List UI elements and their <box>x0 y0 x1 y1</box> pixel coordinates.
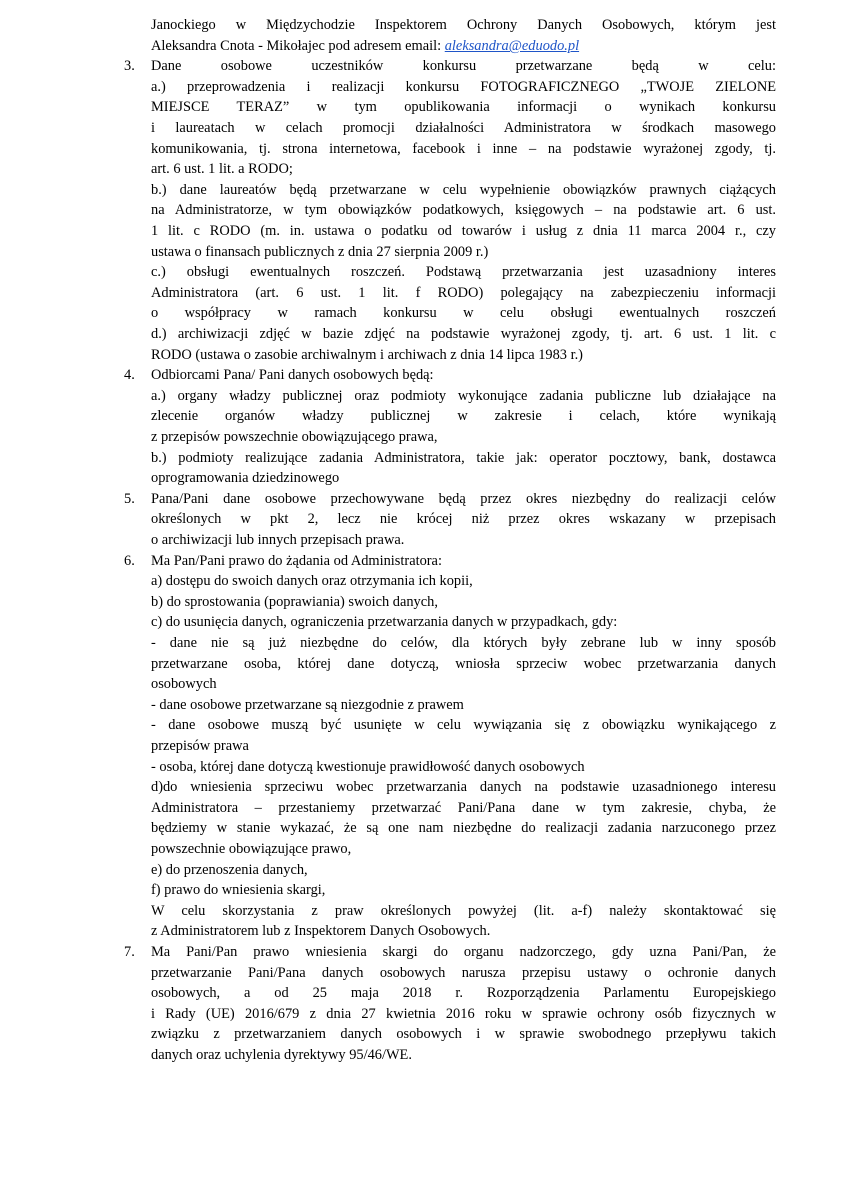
paragraph-line: powszechnie obowiązujące prawo, <box>151 841 352 857</box>
paragraph-line: f) prawo do wniesienia skargi, <box>151 882 326 899</box>
list-item-number: 4. <box>124 367 135 384</box>
list-item-number: 7. <box>124 944 135 960</box>
paragraph-line: oprogramowania dziedzinowego <box>151 470 340 487</box>
paragraph-line: 1 lit. c RODO (m. in. ustawa o podatku od towarów i usług z dnia 11 marca 2004 r., czy <box>151 223 776 239</box>
paragraph-line: - dane osobowe muszą być usunięte w celu wywiązania się z obowiązku wynikającego z <box>151 717 776 734</box>
paragraph-line: związku z przetwarzaniem danych osobowych i w sprawie swobodnego przepływu takich <box>151 1026 776 1043</box>
paragraph-line: a) dostępu do swoich danych oraz otrzymania ich kopii, <box>151 573 473 590</box>
paragraph-line: - dane osobowe przetwarzane są niezgodnie z prawem <box>151 696 464 713</box>
paragraph-line: komunikowania, tj. strona internetowa, facebook i inne – na podstawie wyrażonej zgody, tj. <box>151 140 776 157</box>
paragraph-line: o archiwizacji lub innych przepisach prawa. <box>151 532 405 548</box>
intro-line-1: Janockiego w Międzychodzie Inspektorem Ochrony Danych Osobowych, którym jest <box>151 17 776 33</box>
email-link[interactable]: aleksandra@eduodo.pl <box>444 38 580 54</box>
paragraph-line: Ma Pan/Pani prawo do żądania od Administratora: <box>151 552 442 569</box>
paragraph-line: d.) archiwizacji zdjęć w bazie zdjęć na podstawie wyrażonej zgody, tj. art. 6 ust. 1 lit. c <box>151 326 776 342</box>
paragraph-line: z Administratorem lub z Inspektorem Danych Osobowych. <box>151 923 491 940</box>
list-item-number: 6. <box>124 552 135 569</box>
paragraph-line: c.) obsługi ewentualnych roszczeń. Podstawą przetwarzania jest uzasadniony interes <box>151 264 776 281</box>
list-item-number: 5. <box>124 490 135 507</box>
paragraph-line: osobowych, a od 25 maja 2018 r. Rozporządzenia Parlamentu Europejskiego <box>151 985 776 1002</box>
paragraph-line: na Administratorze, w tym obowiązków podatkowych, księgowych – na podstawie art. 6 ust. <box>151 202 776 219</box>
paragraph-line: przetwarzanie Pani/Pana danych osobowych narusza przepisu ustawy o ochronie danych <box>151 964 776 981</box>
paragraph-line: określonych w pkt 2, lecz nie krócej niż przez okres wskazany w przepisach <box>151 511 776 528</box>
paragraph-line: zlecenie organów władzy publicznej w zakresie i celach, które wynikają <box>151 408 776 425</box>
intro-line-2 <box>151 36 579 57</box>
paragraph-line: i laureatach w celach promocji działalności Administratora w środkach masowego <box>151 120 776 136</box>
paragraph-line: a.) przeprowadzenia i realizacji konkursu FOTOGRAFICZNEGO „TWOJE ZIELONE <box>151 78 776 95</box>
paragraph-line: Pana/Pani dane osobowe przechowywane będą przez okres niezbędny do realizacji celów <box>151 490 776 507</box>
paragraph-line: z przepisów powszechnie obowiązującego prawa, <box>151 429 438 445</box>
paragraph-line: W celu skorzystania z praw określonych powyżej (lit. a-f) należy skontaktować się <box>151 902 776 919</box>
paragraph-line: art. 6 ust. 1 lit. a RODO; <box>151 161 293 178</box>
paragraph-line: przepisów prawa <box>151 738 249 754</box>
paragraph-line: Ma Pani/Pan prawo wniesienia skargi do organu nadzorczego, gdy uzna Pani/Pan, że <box>151 944 776 960</box>
paragraph-line: c) do usunięcia danych, ograniczenia przetwarzania danych w przypadkach, gdy: <box>151 614 618 631</box>
paragraph-line: Dane osobowe uczestników konkursu przetwarzane będą w celu: <box>151 58 776 75</box>
paragraph-line: Administratora (art. 6 ust. 1 lit. f RODO) polegający na zabezpieczeniu informacji <box>151 284 776 301</box>
paragraph-line: osobowych <box>151 676 217 693</box>
paragraph-line: ustawa o finansach publicznych z dnia 27 sierpnia 2009 r.) <box>151 243 489 260</box>
paragraph-line: d)do wniesienia sprzeciwu wobec przetwarzania danych na podstawie uzasadnionego interesu <box>151 779 776 796</box>
paragraph-line: i Rady (UE) 2016/679 z dnia 27 kwietnia 2016 roku w sprawie ochrony osób fizycznych w <box>151 1005 776 1022</box>
paragraph-line: o współpracy w ramach konkursu w celu obsługi ewentualnych roszczeń <box>151 305 776 322</box>
paragraph-line: - osoba, której dane dotyczą kwestionuje prawidłowość danych osobowych <box>151 758 585 775</box>
paragraph-line: będziemy w stanie wykazać, że są one nam niezbędne do realizacji zadania narzuconego przez <box>151 820 776 837</box>
paragraph-line: - dane nie są już niezbędne do celów, dla których były zebrane lub w inny sposób <box>151 635 776 651</box>
paragraph-line: Administratora – przestaniemy przetwarzać Pani/Pana dane w tym zakresie, chyba, że <box>151 799 776 816</box>
paragraph-line: Odbiorcami Pana/ Pani danych osobowych będą: <box>151 367 434 384</box>
paragraph-line: przetwarzane osoba, której dane dotyczą, wniosła sprzeciw wobec przetwarzania danych <box>151 655 776 672</box>
paragraph-line: b.) podmioty realizujące zadania Administratora, takie jak: operator pocztowy, bank, dostawca <box>151 449 776 466</box>
paragraph-line: b.) dane laureatów będą przetwarzane w celu wypełnienie obowiązków prawnych ciążących <box>151 181 776 198</box>
paragraph-line: RODO (ustawa o zasobie archiwalnym i archiwach z dnia 14 lipca 1983 r.) <box>151 346 583 363</box>
paragraph-line: MIEJSCE TERAZ” w tym opublikowania informacji o wynikach konkursu <box>151 99 776 116</box>
paragraph-line: b) do sprostowania (poprawiania) swoich danych, <box>151 593 438 610</box>
paragraph-line: a.) organy władzy publicznej oraz podmioty wykonujące zadania publiczne lub działające na <box>151 387 776 404</box>
paragraph-line: e) do przenoszenia danych, <box>151 861 308 878</box>
paragraph-line: danych oraz uchylenia dyrektywy 95/46/WE. <box>151 1047 412 1063</box>
list-item-number: 3. <box>124 58 135 75</box>
intro-line-2-text: Aleksandra Cnota - Mikołajec pod adresem email: <box>151 38 442 54</box>
